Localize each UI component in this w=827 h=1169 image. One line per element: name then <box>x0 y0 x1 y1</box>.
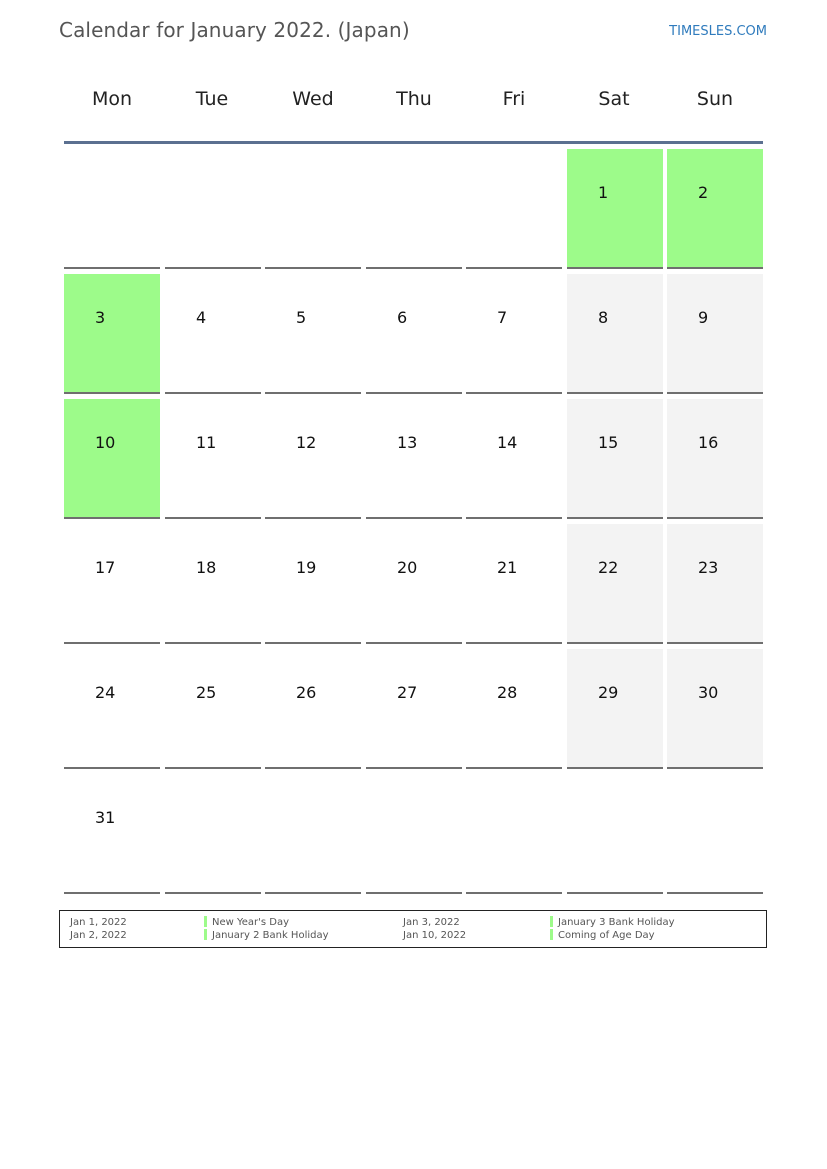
legend-dates-right <box>403 916 466 942</box>
day-cell[interactable] <box>466 524 562 644</box>
day-cell-empty <box>265 149 361 269</box>
legend-item <box>204 929 329 942</box>
day-cell-weekend[interactable] <box>667 399 763 519</box>
day-number: 21 <box>497 558 518 577</box>
day-cell-holiday[interactable] <box>64 399 160 519</box>
day-cell[interactable] <box>64 774 160 894</box>
holiday-color-swatch <box>204 929 207 940</box>
legend-holiday-name: Coming of Age Day <box>558 930 655 941</box>
day-cell-holiday[interactable] <box>567 149 663 269</box>
day-cell[interactable] <box>265 524 361 644</box>
day-cell-weekend[interactable] <box>567 274 663 394</box>
day-cell[interactable] <box>64 524 160 644</box>
day-cell[interactable] <box>466 649 562 769</box>
day-number: 15 <box>598 433 619 452</box>
day-cell-holiday[interactable] <box>64 274 160 394</box>
day-number: 23 <box>698 558 719 577</box>
legend-item <box>550 929 675 942</box>
day-number: 7 <box>497 308 508 327</box>
day-cell-holiday[interactable] <box>667 149 763 269</box>
header-divider <box>64 141 763 144</box>
holiday-color-swatch <box>550 916 553 927</box>
legend-names-right <box>550 916 675 942</box>
holiday-color-swatch <box>550 929 553 940</box>
day-number: 6 <box>397 308 408 327</box>
legend-date: Jan 2, 2022 <box>70 930 127 941</box>
day-cell[interactable] <box>366 399 462 519</box>
day-cell[interactable] <box>165 649 261 769</box>
day-number: 22 <box>598 558 619 577</box>
day-cell[interactable] <box>366 649 462 769</box>
day-number: 25 <box>196 683 217 702</box>
day-cell-empty <box>366 774 462 894</box>
legend-item <box>550 916 675 929</box>
day-number: 2 <box>698 183 709 202</box>
day-cell-weekend[interactable] <box>667 524 763 644</box>
day-number: 27 <box>397 683 418 702</box>
day-cell[interactable] <box>466 399 562 519</box>
day-number: 16 <box>698 433 719 452</box>
weekday-thu: Thu <box>396 88 432 110</box>
day-cell-empty <box>64 149 160 269</box>
day-cell-weekend[interactable] <box>667 649 763 769</box>
day-number: 1 <box>598 183 609 202</box>
weekday-sun: Sun <box>696 88 734 110</box>
day-cell[interactable] <box>165 399 261 519</box>
day-cell-empty <box>165 774 261 894</box>
day-number: 10 <box>95 433 116 452</box>
day-cell[interactable] <box>265 274 361 394</box>
day-number: 11 <box>196 433 217 452</box>
day-cell-empty <box>466 149 562 269</box>
legend-holiday-name: January 3 Bank Holiday <box>558 917 675 928</box>
day-cell[interactable] <box>165 274 261 394</box>
legend-holiday-name: January 2 Bank Holiday <box>212 930 329 941</box>
day-number: 31 <box>95 808 116 827</box>
day-number: 28 <box>497 683 518 702</box>
day-number: 12 <box>296 433 317 452</box>
legend-date: Jan 10, 2022 <box>403 930 467 941</box>
day-number: 29 <box>598 683 619 702</box>
holiday-color-swatch <box>204 916 207 927</box>
legend-holiday-name: New Year's Day <box>212 917 290 928</box>
day-cell[interactable] <box>466 274 562 394</box>
day-number: 19 <box>296 558 317 577</box>
weekday-fri: Fri <box>502 88 526 110</box>
day-cell[interactable] <box>165 524 261 644</box>
day-cell-weekend[interactable] <box>567 649 663 769</box>
day-cell[interactable] <box>366 274 462 394</box>
site-link[interactable]: TIMESLES.COM <box>669 24 767 39</box>
day-number: 3 <box>95 308 106 327</box>
day-cell-empty <box>466 774 562 894</box>
day-number: 18 <box>196 558 217 577</box>
day-cell-weekend[interactable] <box>567 524 663 644</box>
day-cell[interactable] <box>265 399 361 519</box>
weekday-tue: Tue <box>195 88 229 110</box>
day-number: 13 <box>397 433 418 452</box>
day-cell-empty <box>366 149 462 269</box>
day-number: 20 <box>397 558 418 577</box>
weekday-wed: Wed <box>292 88 334 110</box>
day-cell-empty <box>265 774 361 894</box>
weekday-header <box>62 88 764 120</box>
holiday-legend <box>59 910 767 948</box>
day-number: 8 <box>598 308 609 327</box>
weekday-mon: Mon <box>91 88 133 110</box>
day-cell-weekend[interactable] <box>567 399 663 519</box>
day-number: 30 <box>698 683 719 702</box>
day-cell-empty <box>165 149 261 269</box>
day-number: 26 <box>296 683 317 702</box>
day-cell-empty <box>667 774 763 894</box>
day-cell[interactable] <box>265 649 361 769</box>
day-number: 9 <box>698 308 709 327</box>
day-number: 17 <box>95 558 116 577</box>
weekday-sat: Sat <box>598 88 630 110</box>
day-cell-empty <box>567 774 663 894</box>
day-cell[interactable] <box>64 649 160 769</box>
page-title: Calendar for January 2022. (Japan) <box>59 18 410 42</box>
day-number: 24 <box>95 683 116 702</box>
legend-date: Jan 3, 2022 <box>403 917 460 928</box>
day-cell-weekend[interactable] <box>667 274 763 394</box>
day-number: 14 <box>497 433 518 452</box>
legend-names-left <box>204 916 329 942</box>
day-number: 4 <box>196 308 207 327</box>
day-cell[interactable] <box>366 524 462 644</box>
legend-date: Jan 1, 2022 <box>70 917 127 928</box>
legend-dates-left <box>70 916 127 942</box>
legend-item <box>204 916 329 929</box>
day-number: 5 <box>296 308 307 327</box>
